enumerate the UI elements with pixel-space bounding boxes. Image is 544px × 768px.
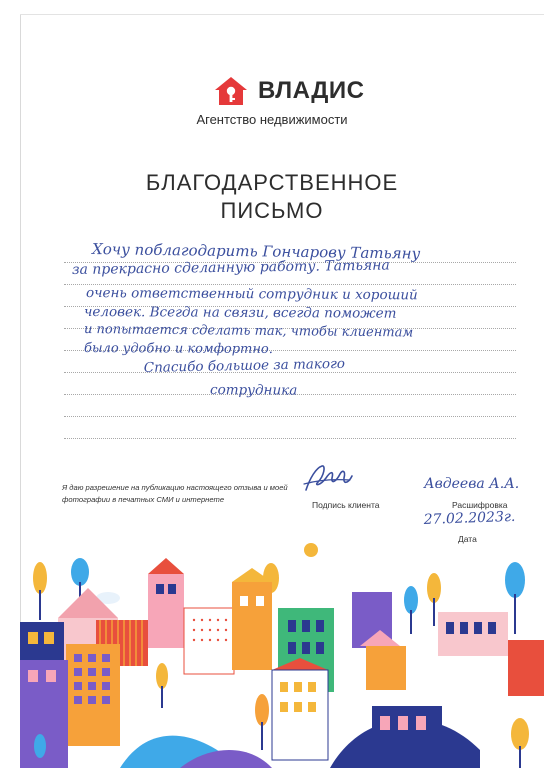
handwritten-line: Хочу поблагодарить Гончарову Татьяну [92, 240, 421, 263]
brand-name: ВЛАДИС [258, 77, 365, 104]
handwritten-line: человек. Всегда на связи, всегда поможет [84, 304, 397, 322]
house-key-icon [214, 76, 248, 106]
writing-line [64, 438, 516, 439]
handwritten-line: было удобно и комфортно. [84, 341, 273, 357]
signature-label: Подпись клиента [312, 500, 380, 510]
agency-subtitle: Агентство недвижимости [196, 112, 348, 127]
handwritten-line: и попытается сделать так, чтобы клиентам [84, 322, 414, 341]
letter-title-line-2: ПИСЬМО [220, 198, 324, 223]
company-logo [214, 76, 384, 106]
handwritten-line: сотрудника [210, 382, 298, 399]
publication-consent: Я даю разрешение на публикацию настоящего отзыва и моей фотографии в печатных СМИ и интернете [62, 483, 288, 504]
letter-title-line-1: БЛАГОДАРСТВЕННОЕ [145, 170, 399, 195]
date-handwritten: 27.02.2023г. [423, 508, 516, 528]
city-illustration [0, 520, 544, 768]
date-label: Дата [458, 534, 477, 544]
sheet-top-edge [20, 14, 544, 15]
writing-line [64, 416, 516, 417]
client-signature [300, 460, 356, 496]
name-label: Расшифровка [452, 500, 508, 510]
client-name-handwritten: Авдеева А.А. [424, 476, 520, 492]
handwritten-line: за прекрасно сделанную работу. Татьяна [71, 257, 390, 278]
handwritten-line: очень ответственный сотрудник и хороший [86, 285, 418, 304]
handwritten-line: Спасибо большое за такого [143, 355, 346, 376]
